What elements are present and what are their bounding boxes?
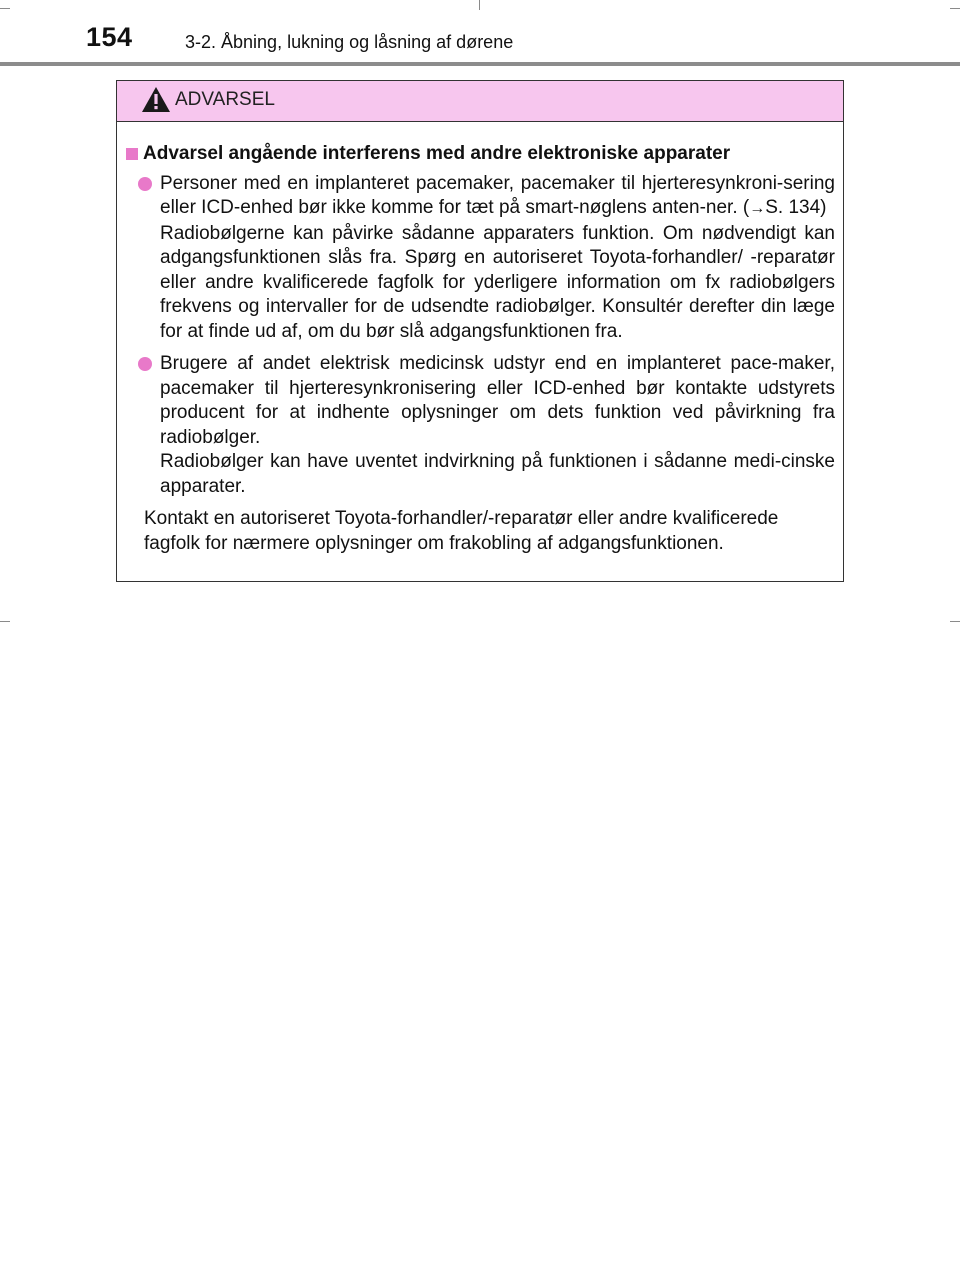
header-divider [0,62,960,66]
list-item [125,352,835,499]
crop-mark [0,621,10,622]
page-number: 154 [86,22,133,52]
section-title-text: Advarsel angående interferens med andre elektroniske apparater [143,143,731,164]
warning-label: ADVARSEL [175,89,275,110]
round-bullet-icon [138,177,152,191]
square-bullet-icon [126,148,138,160]
chapter-title: 3-2. Åbning, lukning og låsning af dørene [185,32,514,52]
crop-mark [950,621,960,622]
page-header [0,0,960,64]
arrow-icon: → [749,200,766,217]
paragraph: Radiobølger kan have uventet indvirkning på funktionen i sådanne medi-cinske apparater. [160,451,835,497]
warning-body [117,122,843,556]
page-reference: S. 134) [765,197,827,218]
round-bullet-icon [138,357,152,371]
closing-paragraph: Kontakt en autoriseret Toyota-forhandler/-reparatør eller andre kvalificerede fagfolk for nærmere oplysninger om frakobling af adgangsfunktionen. [144,508,779,554]
paragraph [160,172,835,222]
list-item [125,172,835,345]
paragraph-text: Personer med en implanteret pacemaker, pacemaker til hjerteresynkroni-sering eller ICD-enhed bør ikke komme for tæt på smart-nøglens anten-ner. ( [160,172,835,218]
warning-header [117,81,843,122]
warning-box [116,80,844,582]
paragraph: Brugere af andet elektrisk medicinsk udstyr end en implanteret pace-maker, pacemaker til hjerteresynkronisering eller ICD-enhed bør kontakte udstyrets producent for at indhente oplysninger om dets funktion ved påvirkning fra radiobølger. [160,353,835,448]
section-title [125,142,835,167]
warning-triangle-icon [141,86,171,113]
paragraph: Radiobølgerne kan påvirke sådanne apparaters funktion. Om nødvendigt kan adgangsfunktionen slås fra. Spørg en autoriseret Toyota-forhandler/ -reparatør eller andre kvalificerede fagfolk for yderligere information om fx radiobølgers frekvens og intervaller for de udsendte radiobølger. Konsultér derefter din læge for at finde ud af, om du bør slå adgangsfunktionen fra. [160,222,835,342]
